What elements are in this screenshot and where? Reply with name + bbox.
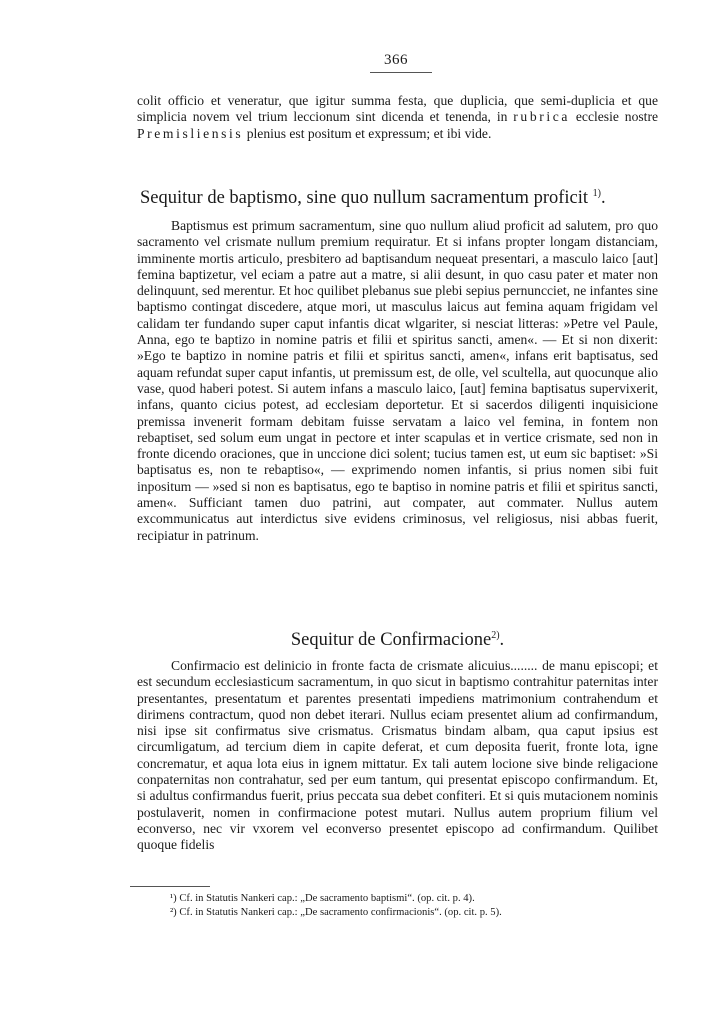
baptism-heading-close: . — [601, 188, 606, 208]
baptism-note-mark: 1) — [592, 187, 601, 199]
intro-text-middle: ecclesie nostre — [570, 109, 658, 125]
footnote-1: ¹) Cf. in Statutis Nankeri cap.: „De sacramento baptismi“. (op. cit. p. 4). — [170, 893, 475, 904]
confirmation-heading-close: . — [499, 630, 505, 650]
intro-text-before: colit officio et veneratur, que igitur summa festa, que duplicia, que semi-duplicia et que simplicia novem vel trium leccionum sint dicenda et tenenda, in — [137, 93, 658, 125]
confirmation-heading — [137, 629, 658, 651]
baptism-body — [137, 218, 658, 544]
intro-paragraph — [137, 93, 658, 142]
confirmation-paragraph: Confirmacio est delinicio in fronte facta de crismate alicuius........ de manu episcopi; et est secundum ecclesiasticum sacramentum, in quo sicut in baptismo contrahitur paternitas inter presentantes, presentatum et parentes presentati impediens matrimonium contrahendum et dirimens contractum, quod non debet iterari. Nullus eciam presentet alium ad confirmandum, nisi ipse sit confirmatus sive crismatus. Crismatus bindam albam, qua caput ipsius est circumligatum, ad tercium diem in capite deferat, et cum deposita fuerit, fronte lota, igne concrematur, et aqua lota eius in ignem mittatur. Ex tali autem locione sive binde religacione conpaternitas non contrahatur, sed per eum tantum, qui presentat episcopo confirmandum. Et, si adultus confirmandus fuerit, prius peccata sua debet confiteri. Et si quis mutacionem nominis postulaverit, nomen in confirmacione potest mutari. Nullus autem proprium filium vel econverso, nec vir vxorem vel econverso presentet episcopo ad confirmandum. Quilibet quoque fidelis — [137, 658, 658, 853]
baptism-paragraph: Baptismus est primum sacramentum, sine quo nullum aliud proficit ad salutem, pro quo sacramento vel crismate nullum premium requiratur. Et si infans propter longam distanciam, imminente mortis articulo, presbitero ad baptisandum nequeat presentari, a masculo laico [aut] femina baptizetur, vel eciam a patre aut a matre, si alii desunt, in quo casu pater et mater non delinquunt, sed merentur. Et hoc quilibet plebanus sue plebi sepius pernuncciet, ne infantes sine baptismo contingat discedere, atque mori, ut masculus laicus aut femina aquam frigidam vel calidam ter fundando super caput infantis dicat wlgariter, si nesciat litteras: »Petre vel Paule, Anna, ego te baptizo in nomine patris et filii et spiritus sancti, amen«. — Et si non dixerit: »Ego te baptizo in nomine patris et filii et spiritus sancti, amen«, infans erit baptisatus, sed aquam refundat super caput infantis, ut premissum est, de olle, vel scultella, aut quocunque alio vase, quod haberi potest. Si autem infans a masculo laico, [aut] femina baptisatus supervixerit, infans, quanto cicius potest, ad ecclesiam deportetur. Et si sacerdos diligenti inquisicione premissa invenerit formam debitam fuisse servatam a laico vel femina, in fontem non rebaptiset, sed solum eum ungat in pectore et inter scapulas et in vertice crismate, sed non in fronte dicendo oraciones, que in unccione dici solent; tucius tamen est, ut eum sic baptiset: »Si baptisatus es, non te rebaptiso«, — exprimendo nomen infantis, si prius nomen sibi fuit inpositum — »sed si non es baptisatus, ego te baptiso in nomine patris et filii et spiritus sancti, amen«. Sufficiant tamen duo patrini, aut compater, aut commater. Nullus autem excommunicatus aut interdictus sive evidens criminosus, vel religiosus, nisi abbas fuerit, recipiatur in patrinum. — [137, 218, 658, 543]
intro-text-after: plenius est positum et expressum; et ibi vide. — [243, 125, 492, 141]
footnote-rule — [130, 886, 210, 887]
page-number-rule — [370, 72, 432, 73]
confirmation-note-mark: 2) — [491, 629, 500, 641]
footnotes — [170, 892, 650, 920]
baptism-heading-text: Sequitur de baptismo, sine quo nullum sacramentum proficit — [140, 188, 589, 208]
footnote-2: ²) Cf. in Statutis Nankeri cap.: „De sacramento confirmacionis“. (op. cit. p. 5). — [170, 907, 502, 918]
intro-spaced-premisliensis: Premisliensis — [137, 125, 244, 141]
confirmation-body — [137, 658, 658, 854]
page-number: 366 — [384, 52, 408, 68]
intro-spaced-rubrica: rubrica — [513, 109, 570, 125]
confirmation-heading-text: Sequitur de Confirmacione — [290, 630, 492, 650]
baptism-heading — [140, 187, 661, 209]
